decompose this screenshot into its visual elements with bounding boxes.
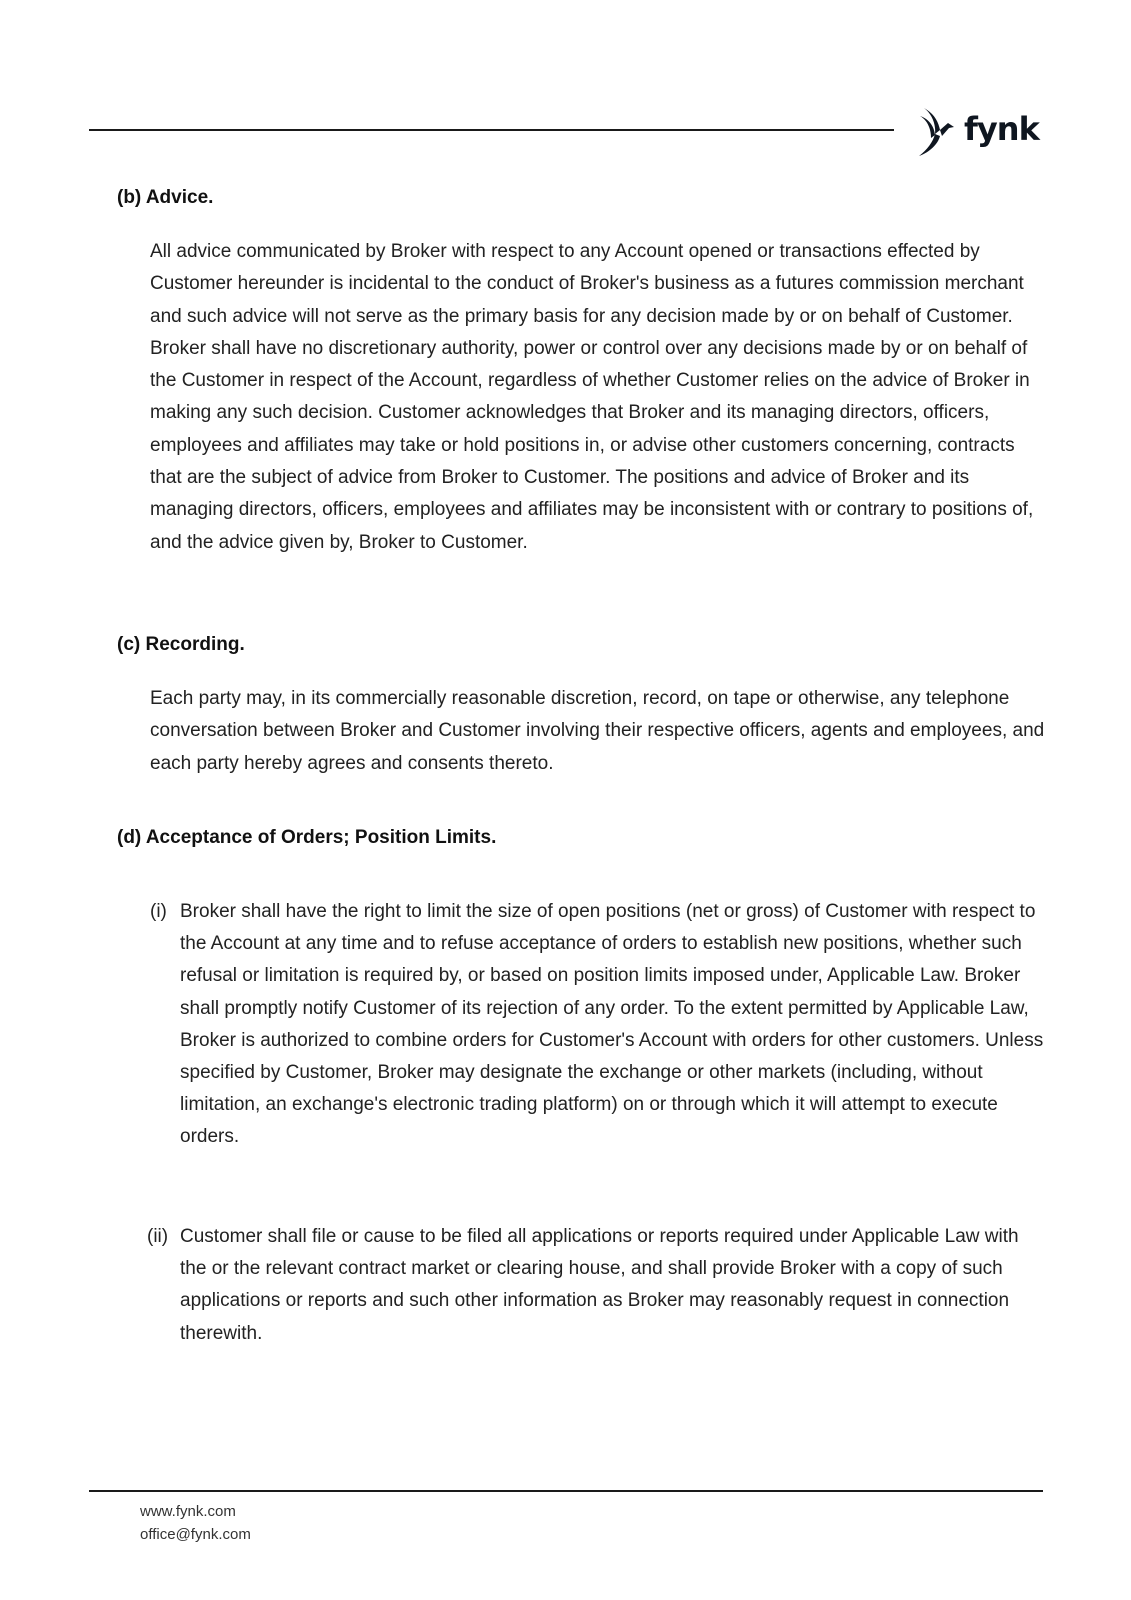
item-ii-marker: (ii) — [147, 1226, 169, 1247]
footer-email-link[interactable]: office@fynk.com — [140, 1526, 251, 1543]
bird-logo-icon — [918, 106, 958, 158]
item-i-text: Broker shall have the right to limit the size of open positions (net or gross) of Customer with respect to the Account at any time and to refuse acceptance of orders to establish new positions, whether such refusal or limitation is required by, or based on position limits imposed under, Applicable Law. Broker shall promptly notify Customer of its rejection of any order. To the extent permitted by Applicable Law, Broker is authorized to combine orders for Customer's Account with orders for other customers. Unless specified by Customer, Broker may designate the exchange or other markets (including, without limitation, an exchange's electronic trading platform) on or through which it will attempt to execute orders. — [180, 901, 1044, 1148]
item-i-body — [180, 896, 1050, 1154]
logo-wordmark: fynk — [964, 110, 1039, 148]
section-b-heading: (b) Advice. — [117, 187, 214, 208]
section-d-item-i — [150, 896, 1050, 1154]
footer-website-link[interactable]: www.fynk.com — [140, 1503, 236, 1520]
section-d-item-ii — [147, 1221, 1050, 1350]
item-ii-body — [180, 1221, 1050, 1350]
section-d-heading: (d) Acceptance of Orders; Position Limits. — [117, 827, 497, 848]
item-ii-text: Customer shall file or cause to be filed all applications or reports required under Applicable Law with the or the relevant contract market or clearing house, and shall provide Broker with a copy of such applications or reports and such other information as Broker may reasonably request in connection therewith. — [180, 1226, 1019, 1344]
header-divider — [89, 129, 894, 131]
section-b-body: All advice communicated by Broker with respect to any Account opened or transactions effected by Customer hereunder is incidental to the conduct of Broker's business as a futures commission merchant and such advice will not serve as the primary basis for any decision made by or on behalf of Customer. Broker shall have no discretionary authority, power or control over any decisions made by or on behalf of the Customer in respect of the Account, regardless of whether Customer relies on the advice of Broker in making any such decision. Customer acknowledges that Broker and its managing directors, officers, employees and affiliates may take or hold positions in, or advise other customers concerning, contracts that are the subject of advice from Broker to Customer. The positions and advice of Broker and its managing directors, officers, employees and affiliates may be inconsistent with or contrary to positions of, and the advice given by, Broker to Customer. — [150, 241, 1034, 553]
section-c-heading: (c) Recording. — [117, 634, 245, 655]
footer-divider — [89, 1490, 1043, 1492]
fynk-logo — [918, 104, 1039, 160]
item-i-marker: (i) — [150, 901, 167, 922]
section-c-body: Each party may, in its commercially reasonable discretion, record, on tape or otherwise, any telephone conversation between Broker and Customer involving their respective officers, agents and employees, and each party hereby agrees and consents thereto. — [150, 688, 1045, 774]
